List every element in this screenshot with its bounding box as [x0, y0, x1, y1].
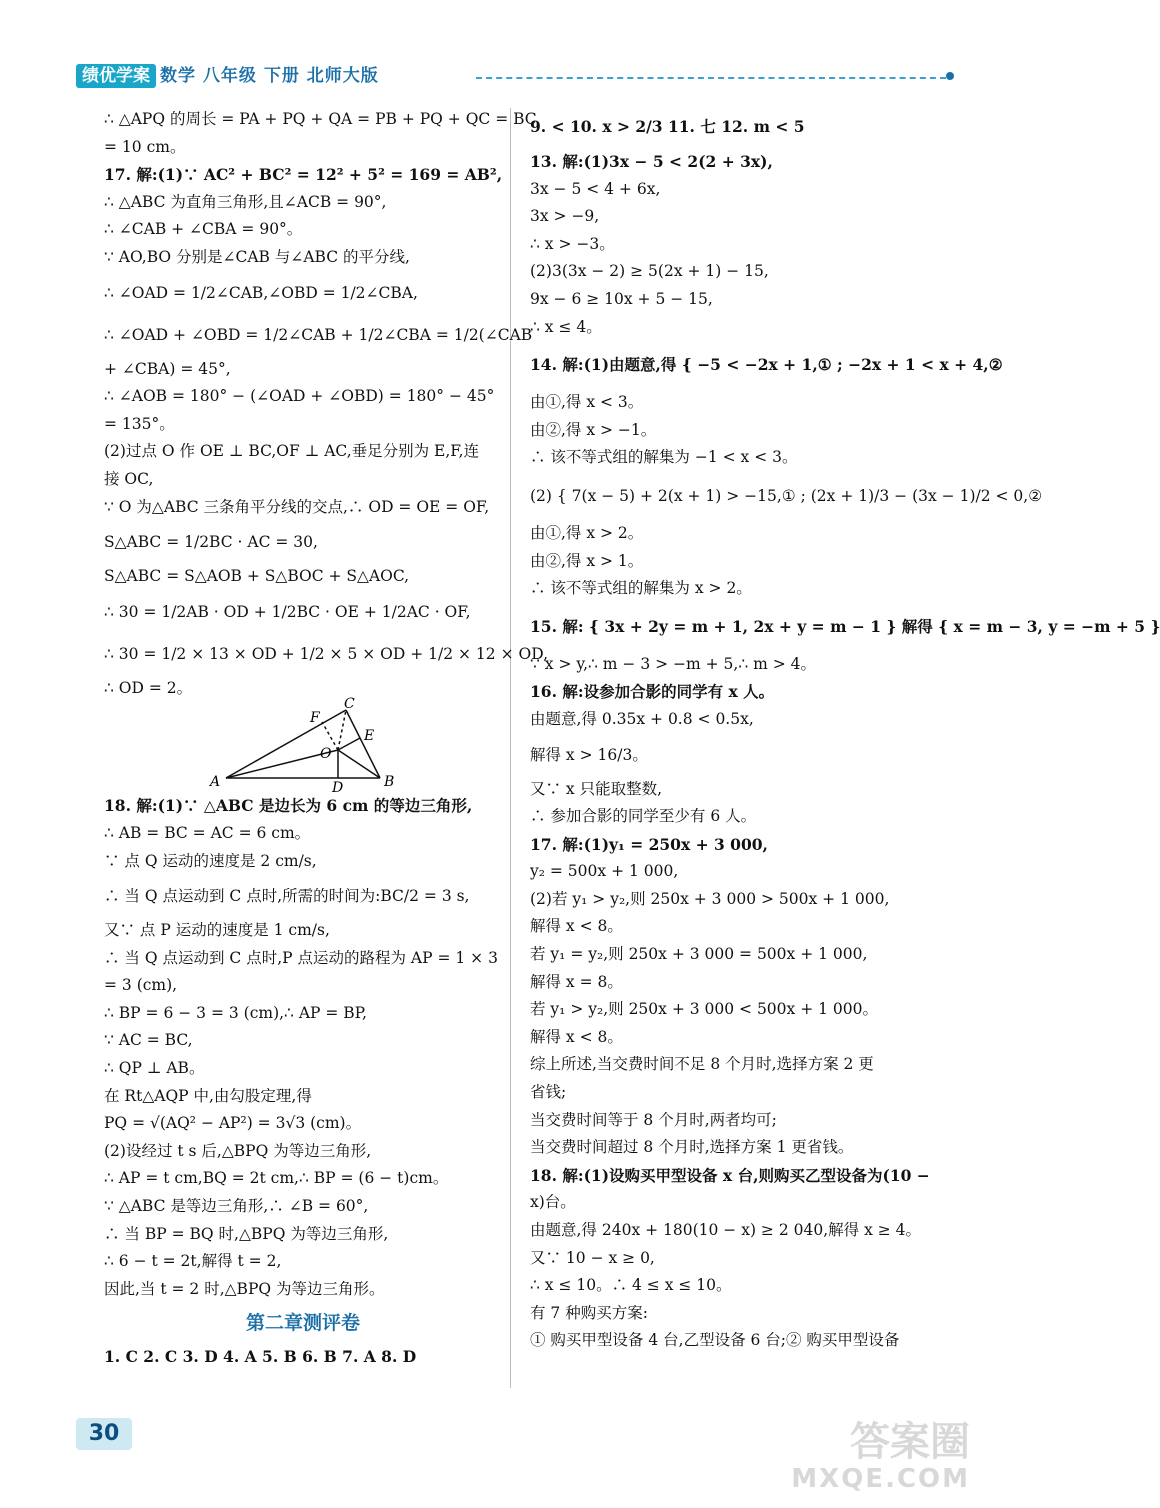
segment-oc — [338, 710, 346, 750]
problem-18-heading: 18. 解:(1)设购买甲型设备 x 台,则购买乙型设备为(10 − — [530, 1165, 930, 1185]
text-line: ∴ 当 BP = BQ 时,△BPQ 为等边三角形, — [104, 1224, 389, 1243]
text-line: 解得 x > 16/3。 — [530, 745, 648, 764]
problem-13-heading: 13. 解:(1)3x − 5 < 2(2 + 3x), — [530, 152, 773, 171]
text-line: ∴ 6 − t = 2t,解得 t = 2, — [104, 1252, 282, 1271]
text-line: (2) { 7(x − 5) + 2(x + 1) > −15,① ; (2x + 1)/3 − (3x − 1)/2 < 0,② — [530, 486, 1043, 505]
text-line: ∵ x > y,∴ m − 3 > −m + 5,∴ m > 4。 — [530, 654, 817, 673]
text-line: ∴ x ≤ 4。 — [530, 317, 602, 336]
text-line: 又∵ x 只能取整数, — [530, 779, 663, 798]
text-line: ∴ 该不等式组的解集为 x > 2。 — [530, 579, 752, 598]
text-line: S△ABC = S△AOB + S△BOC + S△AOC, — [104, 567, 410, 586]
text-line: ∴ AP = t cm,BQ = 2t cm,∴ BP = (6 − t)cm。 — [104, 1169, 449, 1188]
text-line: S△ABC = 1/2BC · AC = 30, — [104, 533, 318, 552]
text-line: 3x > −9, — [530, 207, 600, 226]
text-line: ∴ ∠AOB = 180° − (∠OAD + ∠OBD) = 180° − 45° — [104, 387, 495, 406]
text-line: ∵ AC = BC, — [104, 1031, 193, 1050]
watermark-url: MXQE.COM — [791, 1464, 970, 1494]
text-line: PQ = √(AQ² − AP²) = 3√3 (cm)。 — [104, 1114, 362, 1133]
text-line: (2)3(3x − 2) ≥ 5(2x + 1) − 15, — [530, 262, 769, 281]
text-line: ∴ ∠OAD = 1/2∠CAB,∠OBD = 1/2∠CBA, — [104, 283, 418, 302]
watermark-text: 答案圈 — [850, 1419, 970, 1465]
text-line: ∴ 30 = 1/2 × 13 × OD + 1/2 × 5 × OD + 1/2 × 12 × OD, — [104, 644, 549, 663]
text-line: 综上所述,当交费时间不足 8 个月时,选择方案 2 更 — [530, 1055, 874, 1074]
text-line: 由②,得 x > −1。 — [530, 420, 657, 439]
text-line: 在 Rt△AQP 中,由勾股定理,得 — [104, 1086, 312, 1105]
text-line: 当交费时间超过 8 个月时,选择方案 1 更省钱。 — [530, 1138, 854, 1157]
text-line: 由题意,得 0.35x + 0.8 < 0.5x, — [530, 709, 754, 728]
page-header — [76, 62, 956, 90]
answer-key-row: 1. C 2. C 3. D 4. A 5. B 6. B 7. A 8. D — [104, 1347, 417, 1367]
text-line: 由①,得 x > 2。 — [530, 523, 644, 542]
segment-cb — [346, 710, 380, 778]
text-line: 若 y₁ = y₂,则 250x + 3 000 = 500x + 1 000, — [530, 945, 868, 964]
text-line: (2)过点 O 作 OE ⊥ BC,OF ⊥ AC,垂足分别为 E,F,连 — [104, 442, 480, 461]
text-line: 3x − 5 < 4 + 6x, — [530, 179, 661, 198]
text-line: 9x − 6 ≥ 10x + 5 − 15, — [530, 289, 713, 308]
point-label-e: E — [364, 728, 375, 745]
problem-15-heading: 15. 解: { 3x + 2y = m + 1, 2x + y = m − 1 } 解得 { x = m − 3, y = −m + 5 } — [530, 616, 1160, 636]
text-line: 由②,得 x > 1。 — [530, 551, 644, 570]
text-line: ∴ 当 Q 点运动到 C 点时,P 点运动的路程为 AP = 1 × 3 — [104, 948, 498, 967]
text-line: = 10 cm。 — [104, 137, 186, 156]
header-title: 数学 八年级 下册 北师大版 — [160, 66, 379, 86]
text-line: ∴ 当 Q 点运动到 C 点时,所需的时间为:BC/2 = 3 s, — [104, 887, 470, 906]
vertex-label-c: C — [344, 696, 355, 713]
text-line: ∴ 30 = 1/2AB · OD + 1/2BC · OE + 1/2AC · OF, — [104, 602, 471, 621]
series-badge: 绩优学案 — [76, 64, 156, 88]
text-line: 省钱; — [530, 1083, 567, 1102]
text-line: ∴ ∠CAB + ∠CBA = 90°。 — [104, 220, 303, 239]
text-line: ∴ AB = BC = AC = 6 cm。 — [104, 823, 311, 842]
vertex-label-a: A — [210, 774, 221, 791]
watermark-logo — [791, 1420, 970, 1494]
text-line: ∴ QP ⊥ AB。 — [104, 1059, 205, 1078]
text-line: 由题意,得 240x + 180(10 − x) ≥ 2 040,解得 x ≥ 4。 — [530, 1221, 922, 1239]
text-line: (2)若 y₁ > y₂,则 250x + 3 000 > 500x + 1 000, — [530, 889, 890, 908]
point-label-f: F — [310, 710, 320, 727]
point-label-d: D — [332, 780, 344, 797]
text-line: 解得 x < 8。 — [530, 1027, 623, 1046]
text-line: 接 OC, — [104, 469, 154, 488]
text-line: ∴ 参加合影的同学至少有 6 人。 — [530, 807, 757, 826]
text-line: 因此,当 t = 2 时,△BPQ 为等边三角形。 — [104, 1279, 385, 1298]
header-dotted-rule — [476, 77, 946, 79]
text-line: ∴ x ≤ 10。∴ 4 ≤ x ≤ 10。 — [530, 1276, 732, 1295]
text-line: x)台。 — [530, 1193, 576, 1212]
segment-ac — [226, 710, 346, 778]
text-line: ∵ △ABC 是等边三角形,∴ ∠B = 60°, — [104, 1197, 369, 1216]
text-line: ∴ BP = 6 − 3 = 3 (cm),∴ AP = BP, — [104, 1003, 367, 1022]
text-line: 又∵ 点 P 运动的速度是 1 cm/s, — [104, 921, 330, 940]
segment-oe — [338, 738, 360, 750]
text-line: ∵ 点 Q 运动的速度是 2 cm/s, — [104, 851, 317, 870]
page-number: 30 — [76, 1418, 132, 1450]
text-line: 当交费时间等于 8 个月时,两者均可; — [530, 1110, 777, 1129]
column-divider — [510, 108, 511, 1388]
problem-16-heading: 16. 解:设参加合影的同学有 x 人。 — [530, 682, 775, 702]
text-line: = 135°。 — [104, 414, 175, 433]
triangle-figure — [104, 696, 502, 797]
problem-18-heading: 18. 解:(1)∵ △ABC 是边长为 6 cm 的等边三角形, — [104, 796, 473, 816]
right-column — [530, 106, 1160, 1355]
text-line: 若 y₁ > y₂,则 250x + 3 000 < 500x + 1 000。 — [530, 1000, 878, 1019]
problem-14-heading: 14. 解:(1)由题意,得 { −5 < −2x + 1,① ; −2x + 1 < x + 4,② — [530, 355, 1003, 375]
text-line: 解得 x = 8。 — [530, 972, 623, 991]
text-line: ∴ 该不等式组的解集为 −1 < x < 3。 — [530, 448, 798, 467]
text-line: (2)设经过 t s 后,△BPQ 为等边三角形, — [104, 1141, 372, 1160]
text-line: y₂ = 500x + 1 000, — [530, 862, 679, 881]
text-line: ∵ O 为△ABC 三条角平分线的交点,∴ OD = OE = OF, — [104, 497, 490, 516]
text-line: ∴ △ABC 为直角三角形,且∠ACB = 90°, — [104, 192, 387, 211]
text-line: ∵ AO,BO 分别是∠CAB 与∠ABC 的平分线, — [104, 247, 410, 266]
text-line: 由①,得 x < 3。 — [530, 393, 644, 412]
text-line: ∴ ∠OAD + ∠OBD = 1/2∠CAB + 1/2∠CBA = 1/2(∠CAB — [104, 325, 533, 344]
text-line: 有 7 种购买方案: — [530, 1303, 648, 1322]
text-line: ∴ x > −3。 — [530, 234, 615, 253]
point-label-o: O — [320, 746, 332, 763]
vertex-label-b: B — [384, 774, 395, 791]
section-title: 第二章测评卷 — [245, 1312, 360, 1335]
answers-9-12: 9. < 10. x > 2/3 11. 七 12. m < 5 — [530, 117, 805, 136]
text-line: ∴ △APQ 的周长 = PA + PQ + QA = PB + PQ + QC = BC — [104, 110, 537, 128]
text-line: 又∵ 10 − x ≥ 0, — [530, 1248, 655, 1267]
header-dot-icon — [946, 72, 954, 80]
text-line: ① 购买甲型设备 4 台,乙型设备 6 台;② 购买甲型设备 — [530, 1331, 900, 1350]
text-line: + ∠CBA) = 45°, — [104, 359, 231, 378]
triangle-diagram — [104, 696, 502, 797]
problem-17-heading: 17. 解:(1)y₁ = 250x + 3 000, — [530, 834, 768, 854]
text-line: = 3 (cm), — [104, 976, 178, 995]
text-line: ∴ OD = 2。 — [104, 678, 193, 697]
text-line: 解得 x < 8。 — [530, 917, 623, 936]
problem-17-heading: 17. 解:(1)∵ AC² + BC² = 12² + 5² = 169 = AB², — [104, 165, 503, 185]
